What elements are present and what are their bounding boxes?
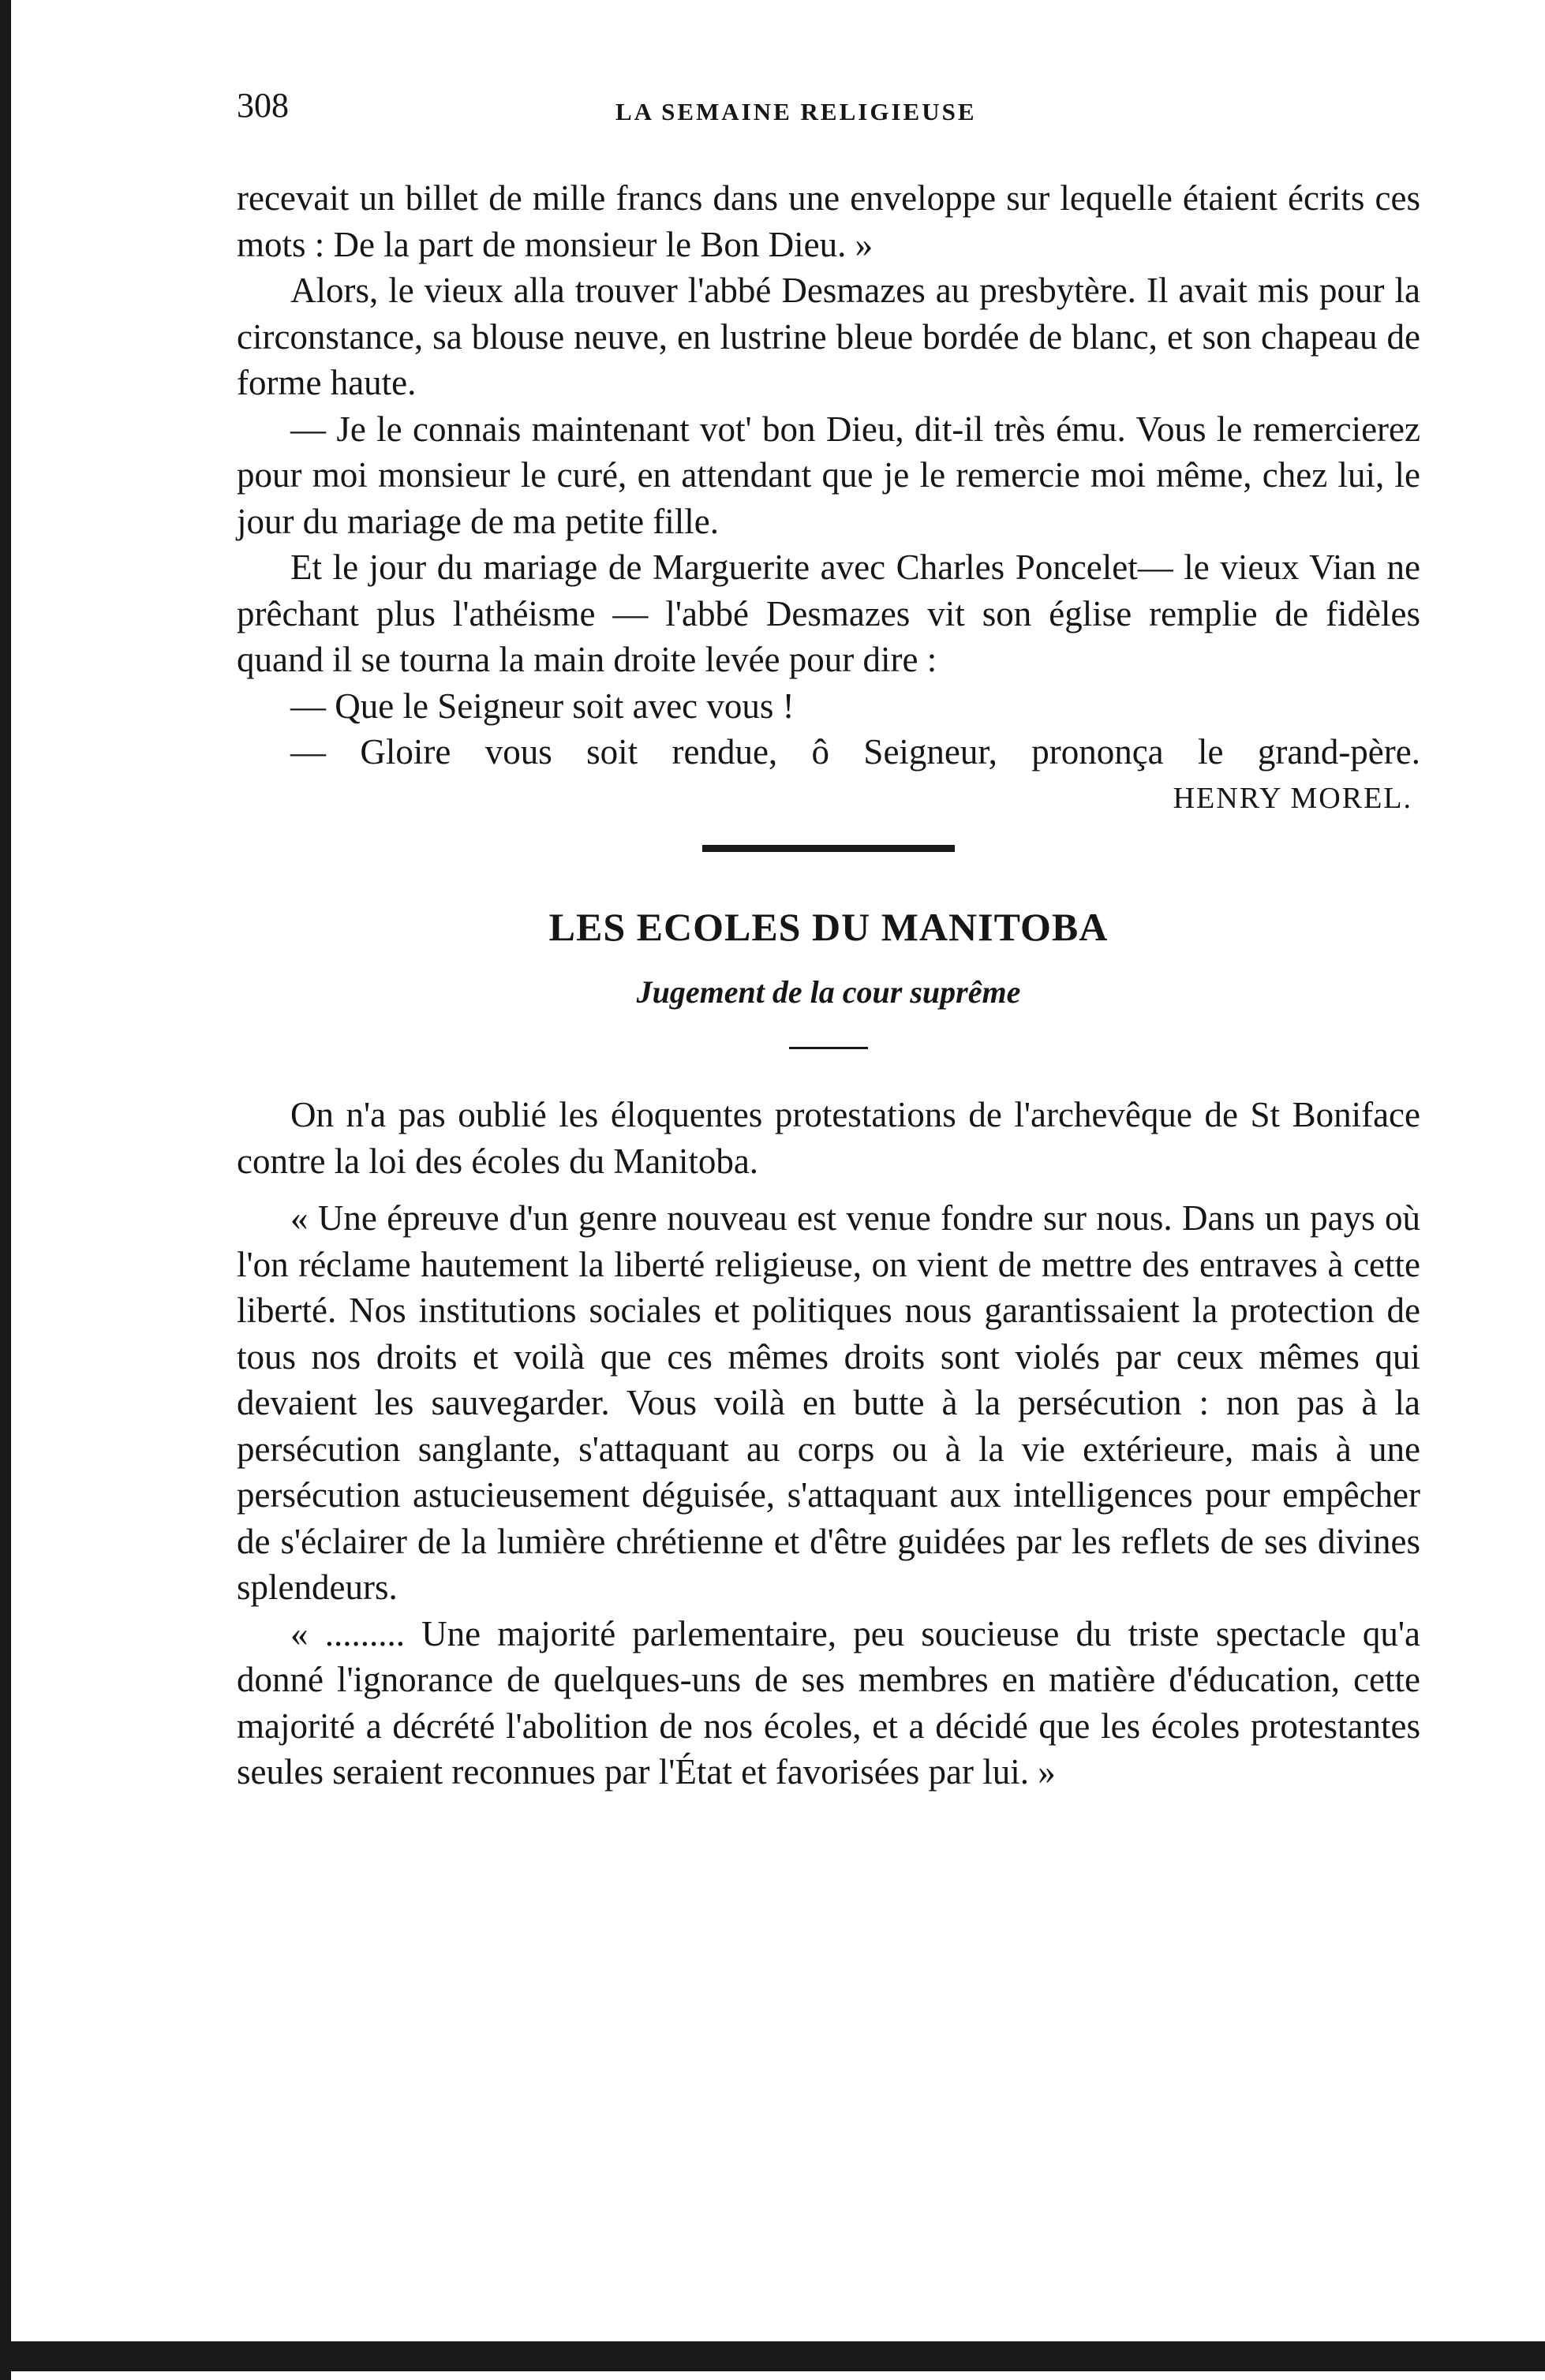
page-number: 308 [237,86,289,125]
running-head [237,79,1420,142]
left-margin-rule [0,0,11,2380]
author-signature: HENRY MOREL. [1173,781,1412,815]
story-ending [237,175,1420,821]
book-page [237,79,1420,1795]
article-subtitle: Jugement de la cour suprême [636,974,1021,1010]
story-paragraph: — Que le Seigneur soit avec vous ! [290,686,795,726]
story-paragraph: recevait un billet de mille francs dans une enveloppe sur lequelle étaient écrits ces mots : De la part de monsieur le Bon Dieu. » [237,178,1420,264]
subtitle-divider [789,1047,868,1049]
story-paragraph: — Je le connais maintenant vot' bon Dieu, dit-il très ému. Vous le remercierez pour moi monsieur le curé, en attendant que je le remercie moi même, chez lui, le jour du mariage de ma petite fille. [237,409,1420,541]
bottom-margin-rule [0,2341,1545,2371]
article-paragraph: « Une épreuve d'un genre nouveau est venue fondre sur nous. Dans un pays où l'on réclame hautement la liberté religieuse, on vient de mettre des entraves à cette liberté. Nos institutions sociales et politiques nous garantissaient la protection de tous nos droits et voilà que ces mêmes droits sont violés par ceux mêmes qui devaient les sauvegarder. Vous voilà en butte à la persécution : non pas à la persécution sanglante, s'attaquant au corps ou à la vie extérieure, mais à une persécution astucieusement déguisée, s'attaquant aux intelligences pour empêcher de s'éclairer de la lumière chrétienne et d'être guidées par les reflets de ses divines splendeurs. [237,1198,1420,1607]
story-paragraph: Et le jour du mariage de Marguerite avec Charles Poncelet— le vieux Vian ne prêchant plus l'athéisme — l'abbé Desmazes vit son église remplie de fidèles quand il se tourna la main droite levée pour dire : [237,547,1420,679]
running-title: LA SEMAINE RELIGIEUSE [615,98,977,125]
story-paragraph: — Gloire vous soit rendue, ô Seigneur, prononça le grand-père. [290,732,1420,772]
article-title: LES ECOLES DU MANITOBA [548,905,1109,949]
section-divider [702,845,955,852]
article-paragraph: « ......... Une majorité parlementaire, peu soucieuse du triste spectacle qu'a donné l'ignorance de quelques-uns de ses membres en matière d'éducation, cette majorité a décrété l'abolition de nos écoles, et a décidé que les écoles protestantes seules seraient reconnues par l'État et favorisées par lui. » [237,1613,1420,1792]
article-body [237,1092,1420,1795]
story-paragraph: Alors, le vieux alla trouver l'abbé Desmazes au presbytère. Il avait mis pour la circonstance, sa blouse neuve, en lustrine bleue bordée de blanc, et son chapeau de forme haute. [237,271,1420,402]
article-paragraph: On n'a pas oublié les éloquentes protestations de l'archevêque de St Boniface contre la loi des écoles du Manitoba. [237,1095,1420,1181]
